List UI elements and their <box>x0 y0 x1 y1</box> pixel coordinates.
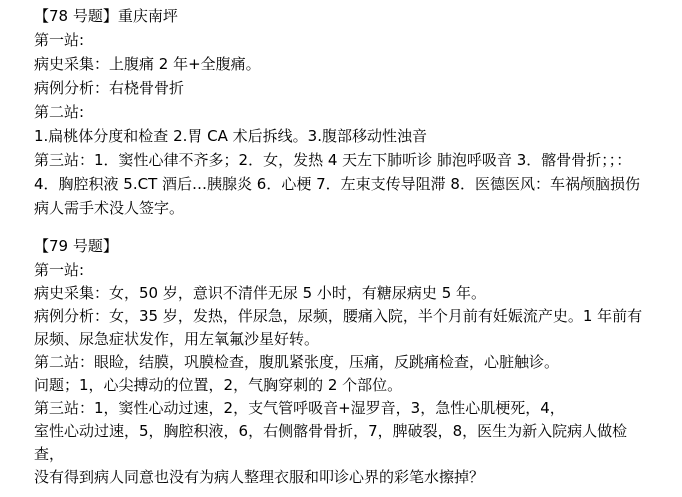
section-78-station2-label: 第二站: <box>34 103 85 121</box>
section-79-question: 问题；1，心尖搏动的位置，2，气胸穿刺的 2 个部位。 <box>34 376 403 394</box>
section-78-history: 病史采集：上腹痛 2 年+全腹痛。 <box>34 55 261 73</box>
section-79-closing: 没有得到病人同意也没有为病人整理衣服和叩诊心界的彩笔水擦掉？ <box>34 468 485 486</box>
section-79-station2: 第二站：眼睑，结膜，巩膜检查，腹肌紧张度，压痛，反跳痛检查，心脏触诊。 <box>34 353 560 371</box>
section-79-station3-line2: 室性心动过速，5，胸腔积液，6，右侧髂骨骨折，7，脾破裂，8，医生为新入院病人做检 <box>34 422 628 440</box>
document <box>34 4 674 488</box>
section-79-case-line1: 病例分析：女，35 岁，发热，伴尿急，尿频，腰痛入院，半个月前有妊娠流产史。1 年前有 <box>34 307 643 325</box>
section-78-case: 病例分析：右桡骨骨折 <box>34 79 185 97</box>
section-78-station3-line1: 第三站：1．窦性心律不齐多；2．女，发热 4 天左下肺听诊 肺泡呼吸音 3．髂骨骨折；；： <box>34 151 632 169</box>
section-78 <box>34 4 674 220</box>
section-78-heading: 【78 号题】重庆南坪 <box>34 7 178 25</box>
section-79 <box>34 234 674 488</box>
section-spacer <box>34 220 674 234</box>
section-79-history: 病史采集：女，50 岁，意识不清伴无尿 5 小时，有糖尿病史 5 年。 <box>34 284 487 302</box>
section-78-station3-line3: 病人需手术没人签字。 <box>34 199 185 217</box>
section-79-station3-line3: 查， <box>34 445 65 463</box>
section-79-heading: 【79 号题】 <box>34 237 118 255</box>
section-78-station2-content: 1.扁桃体分度和检查 2.胃 CA 术后拆线。3.腹部移动性浊音 <box>34 127 427 145</box>
section-78-station3-line2: 4．胸腔积液 5.CT 酒后…胰腺炎 6．心梗 7．左束支传导阻滞 8．医德医风：车祸颅脑损伤 <box>34 175 640 193</box>
section-79-case-line2: 尿频、尿急症状发作，用左氧氟沙星好转。 <box>34 330 320 348</box>
section-78-station1-label: 第一站: <box>34 31 85 49</box>
section-79-station3-line1: 第三站：1，窦性心动过速，2，支气管呼吸音+湿罗音，3，急性心肌梗死，4， <box>34 399 565 417</box>
section-79-station1-label: 第一站: <box>34 261 85 279</box>
